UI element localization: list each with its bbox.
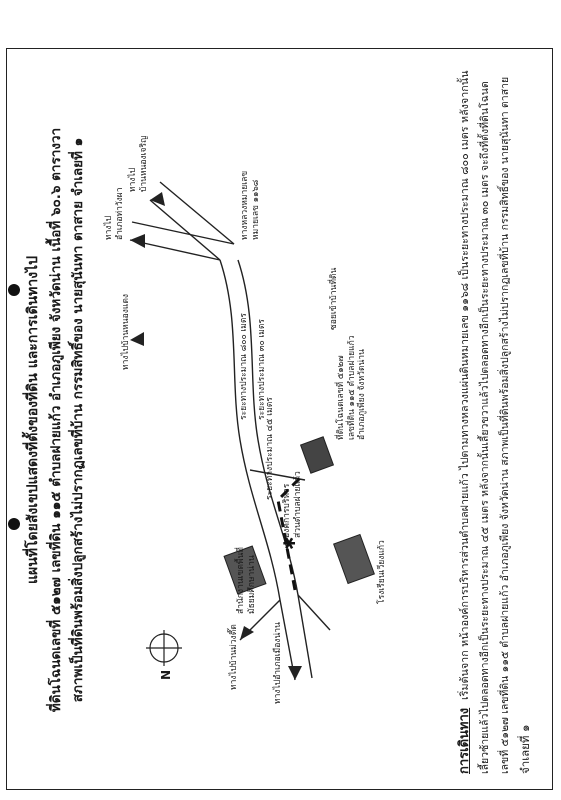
- description-line-4: จำเลยที่ ๑: [518, 724, 532, 774]
- arrow-nong-daeng: [130, 332, 144, 346]
- road-to-nong-charoen-a: [150, 200, 220, 260]
- building-school: [334, 534, 375, 583]
- compass-north-label: N: [159, 669, 173, 680]
- label-tao: องค์การบริหาร ส่วนตำบลฝายแก้ว: [282, 471, 303, 538]
- arrow-nan-town: [288, 666, 302, 680]
- label-highway-1168: ทางหลวงหมายเลข หมายเลข ๑๑๖๘: [240, 170, 261, 240]
- tao-star-icon: ✱: [280, 536, 299, 550]
- label-school: โรงเรียนเวียงแก้ว: [377, 540, 387, 604]
- road-to-nong-charoen-b: [160, 182, 234, 244]
- rotated-document: [0, 40, 561, 800]
- compass-rose: [146, 630, 182, 666]
- label-district-office: สำนักงานเขตพื้นที่ มัธยมศึกษาน่าน: [236, 547, 257, 614]
- label-to-nan-town: ทางไปอำเภอเมืองน่าน: [273, 622, 283, 704]
- highway-1168-lower: [238, 260, 312, 678]
- label-alley: ซอยเข้าบ้านที่ดิน: [329, 267, 339, 330]
- building-plot: [301, 437, 334, 473]
- description-line-3: เลขที่ ๕๑๒๗ เลขที่ดิน ๑๑๕ ตำบลฝายแก้ว อำเภอภูเพียง จังหวัดน่าน สภาพเป็นที่ดินพร้อมสิ่งปลูกสร้างไม่ปรากฏเลขที่บ้าน กรรมสิทธิ์ของ นายสุนันทา ตาสาย: [499, 76, 511, 774]
- description-title: การเดินทาง: [457, 707, 472, 774]
- label-distance-800: ระยะทางประมาณ ๘๐๐ เมตร: [239, 313, 249, 420]
- road-to-tha-wang-pha-b: [132, 222, 234, 244]
- label-to-nong-charoen: ทางไป บ้านหนองเจริญ: [128, 135, 149, 192]
- header-line-3: สภาพเป็นที่ดินพร้อมสิ่งปลูกสร้างไม่ปรากฏเลขที่บ้าน กรรมสิทธิ์ของ นายสุนันทา ตาสาย จำเลยที่ ๑: [70, 137, 86, 703]
- header-line-2: ที่ดินโฉนดเลขที่ ๕๑๒๗ เลขที่ดิน ๑๑๕ ตำบลฝายแก้ว อำเภอภูเพียง จังหวัดน่าน เนื้อที่ ๖๐.๖ ตารางวา: [48, 127, 64, 713]
- label-to-nong-daeng: ทางไปบ้านหนองแดง: [121, 294, 131, 370]
- label-distance-30: ระยะทางประมาณ ๓๐ เมตร: [257, 319, 267, 420]
- description-line-2: เลี้ยวซ้ายแล้วไปตลอดทางอีกเป็นระยะทางประมาณ ๔๕ เมตร หลังจากนั้นเลี้ยวขวาแล้วไปตลอดทางอีกเป็นระยะทางประมาณ ๓๐ เมตร จะถึงที่ตั้งที่ดินโฉนด: [479, 81, 491, 774]
- label-to-wiang-sa: ทางไปบ้านม่วงตึ๊ด: [229, 624, 239, 690]
- label-to-tha-wang-pha: ทางไป อำเภอท่าวังผา: [104, 187, 125, 240]
- header-line-1: แผนที่โดยสังเขปแสดงที่ตั้งของที่ดิน และการเดินทางไป: [25, 256, 41, 584]
- description-line-1: เริ่มต้นจาก หน้าองค์การบริหารส่วนตำบลฝายแก้ว ไปตามทางหลวงแผ่นดินหมายเลข ๑๑๖๘ เป็นระยะทางประมาณ ๘๐๐ เมตร หลังจากนั้น: [458, 70, 471, 700]
- label-plot: ที่ดินโฉนดเลขที่ ๕๑๒๗ เลขที่ดิน ๑๑๕ ตำบลฝายแก้ว อำเภอภูเพียง จังหวัดน่าน: [336, 335, 368, 440]
- label-distance-45: ระยะทางประมาณ ๔๕ เมตร: [265, 397, 275, 500]
- arrow-tha-wang-pha: [130, 234, 145, 248]
- arrow-nong-charoen: [150, 192, 165, 206]
